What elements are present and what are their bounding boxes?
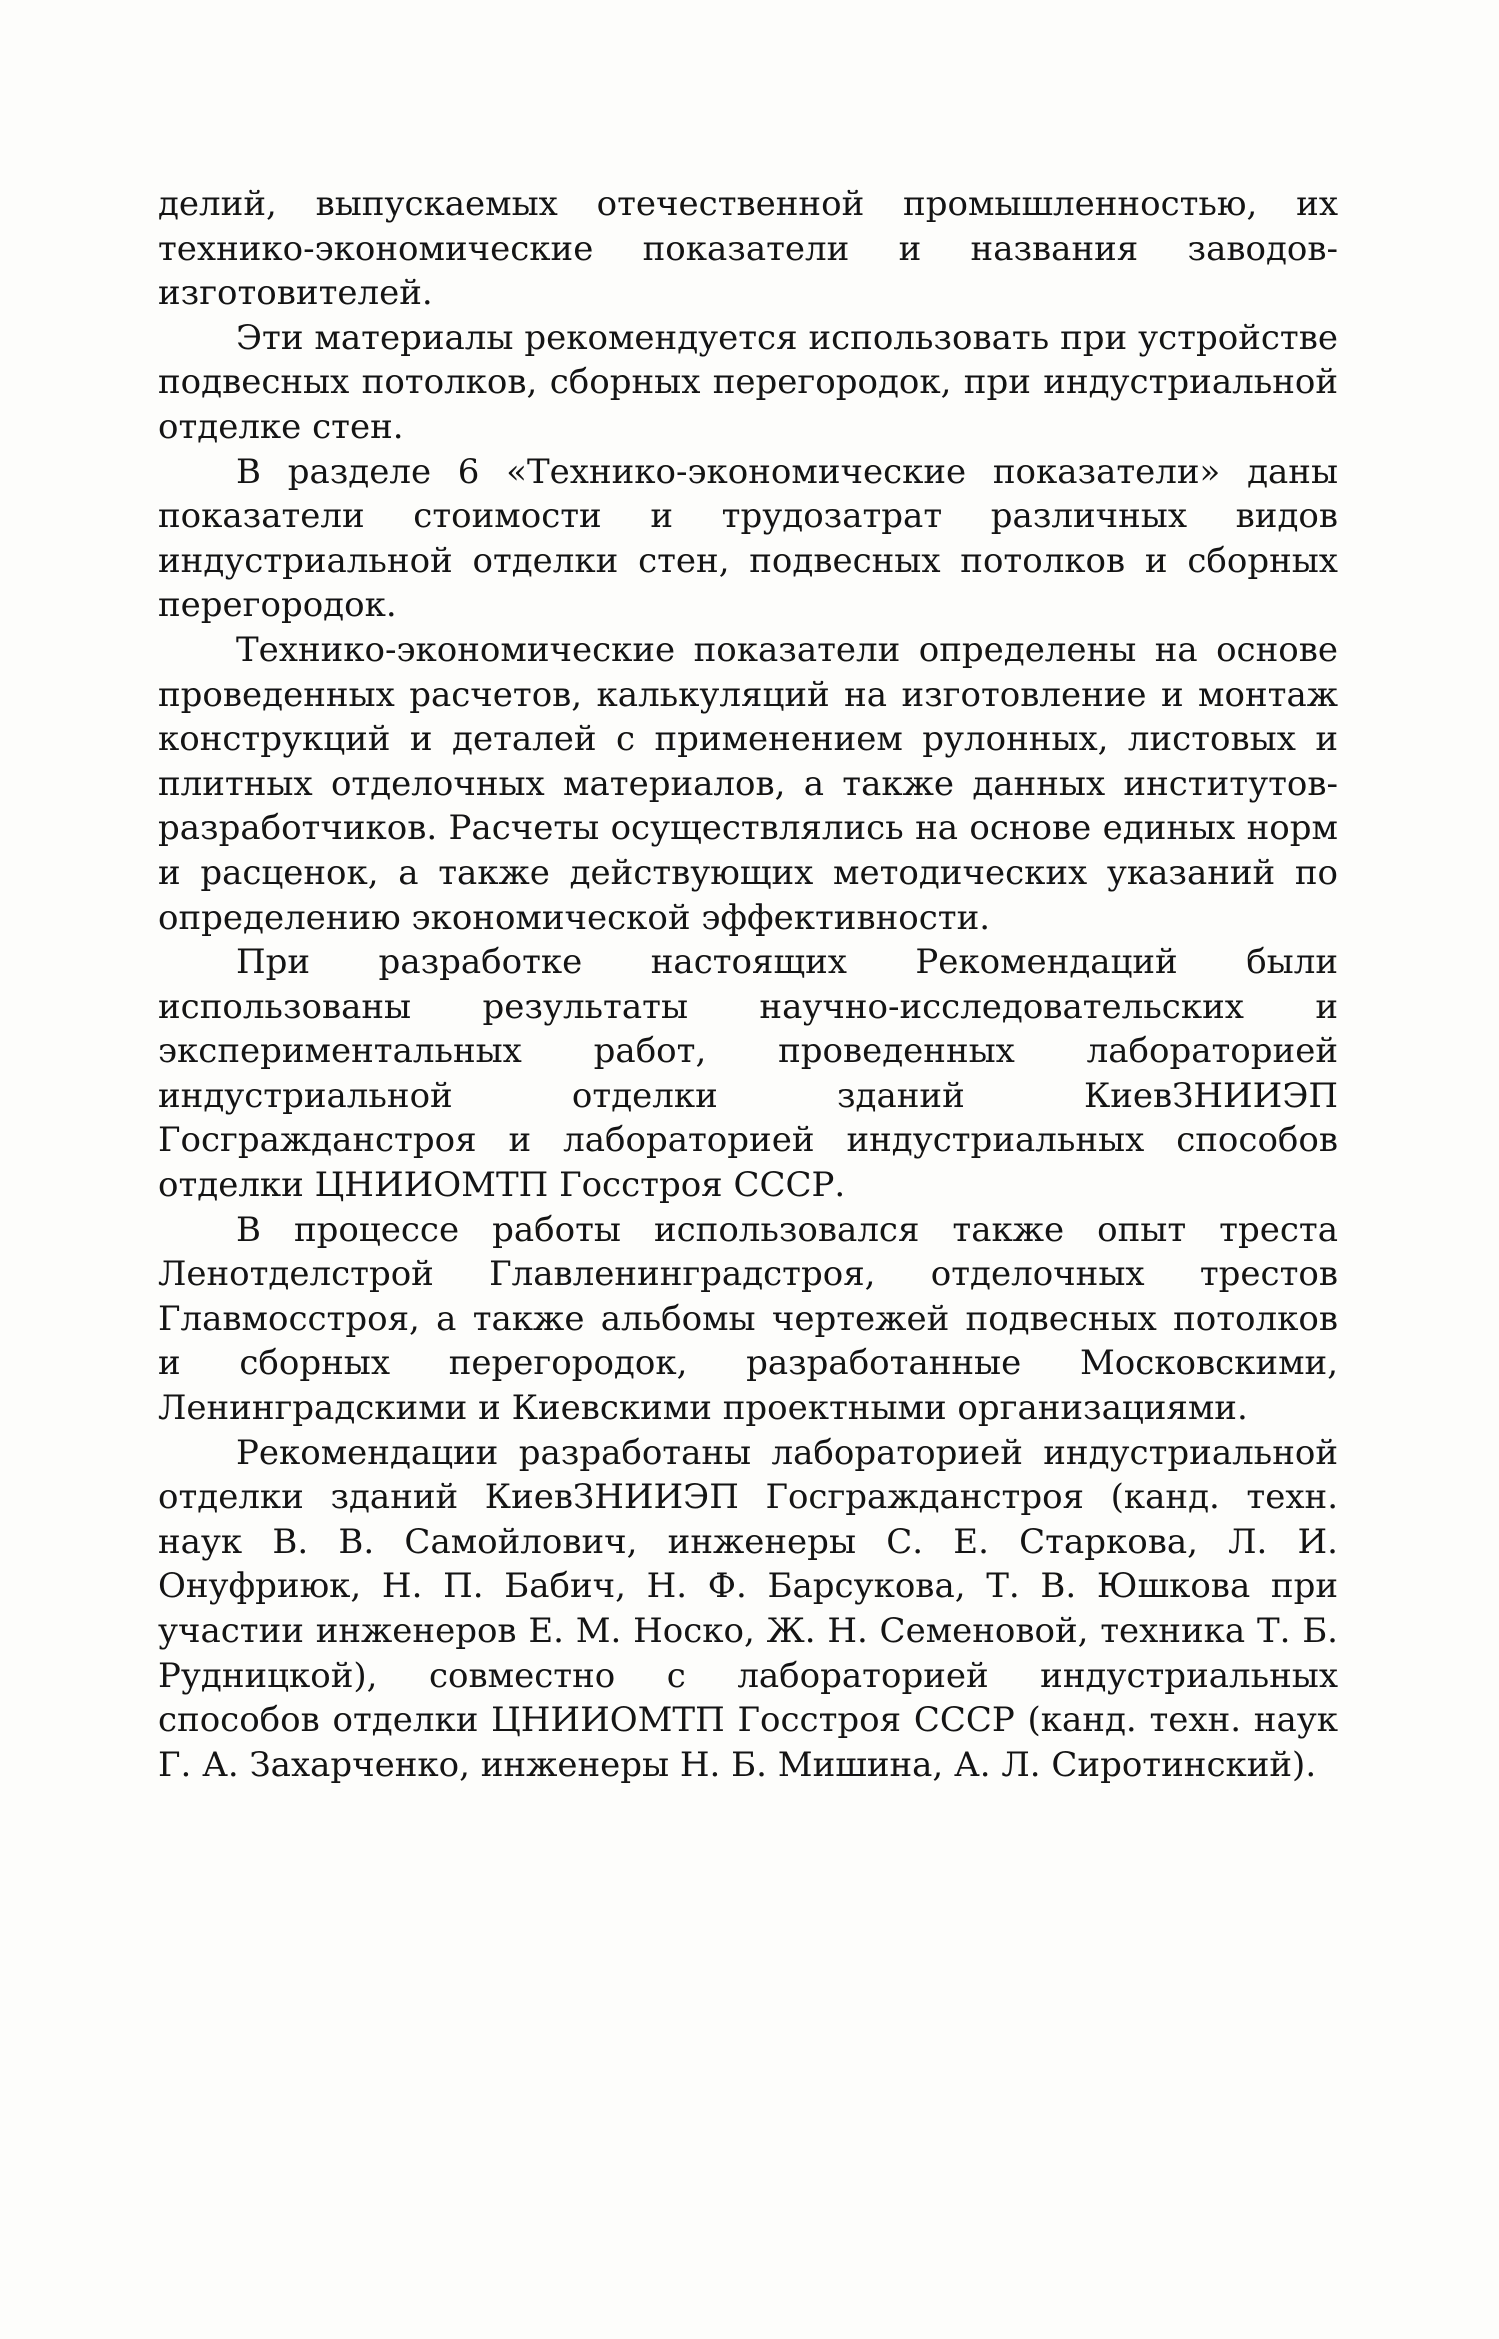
body-text bbox=[158, 182, 1338, 1787]
paragraph-indicators-basis: Технико-экономические показатели определены на основе проведенных расчетов, калькуляций на изготовление и монтаж конструкций и деталей с применением рулонных, листовых и плитных отделочных материалов, а также данных институтов-разработчиков. Расчеты осуществлялись на основе единых норм и расценок, а также действующих методических указаний по определению экономической эффективности. bbox=[158, 629, 1338, 938]
paragraph-section-6: В разделе 6 «Технико-экономические показатели» даны показатели стоимости и трудозатрат различных видов индустриальной отделки стен, подвесных потолков и сборных перегородок. bbox=[158, 451, 1338, 626]
paragraph-authors: Рекомендации разработаны лабораторией индустриальной отделки зданий КиевЗНИИЭП Госгражданстроя (канд. техн. наук В. В. Самойлович, инженеры С. Е. Старкова, Л. И. Онуфриюк, Н. П. Бабич, Н. Ф. Барсукова, Т. В. Юшкова при участии инженеров Е. М. Носко, Ж. Н. Семеновой, техника Т. Б. Рудницкой), совместно с лабораторией индустриальных способов отделки ЦНИИОМТП Госстроя СССР (канд. техн. наук Г. А. Захарченко, инженеры Н. Б. Мишина, А. Л. Сиротинский). bbox=[158, 1432, 1338, 1785]
paragraph-research-results: При разработке настоящих Рекомендаций были использованы результаты научно-исследовательских и экспериментальных работ, проведенных лабораторией индустриальной отделки зданий КиевЗНИИЭП Госгражданстроя и лабораторией индустриальных способов отделки ЦНИИОМТП Госстроя СССР. bbox=[158, 942, 1338, 1206]
paragraph-materials-usage: Эти материалы рекомендуется использовать при устройстве подвесных потолков, сборных перегородок, при индустриальной отделке стен. bbox=[158, 317, 1338, 447]
paragraph-continued-list: делий, выпускаемых отечественной промышленностью, их технико-экономические показатели и названия заводов-изготовителей. bbox=[158, 184, 1338, 314]
paragraph-trust-experience: В процессе работы использовался также опыт треста Ленотделстрой Главленинградстроя, отделочных трестов Главмосстроя, а также альбомы чертежей подвесных потолков и сборных перегородок, разработанные Московскими, Ленинградскими и Киевскими проектными организациями. bbox=[158, 1209, 1338, 1429]
